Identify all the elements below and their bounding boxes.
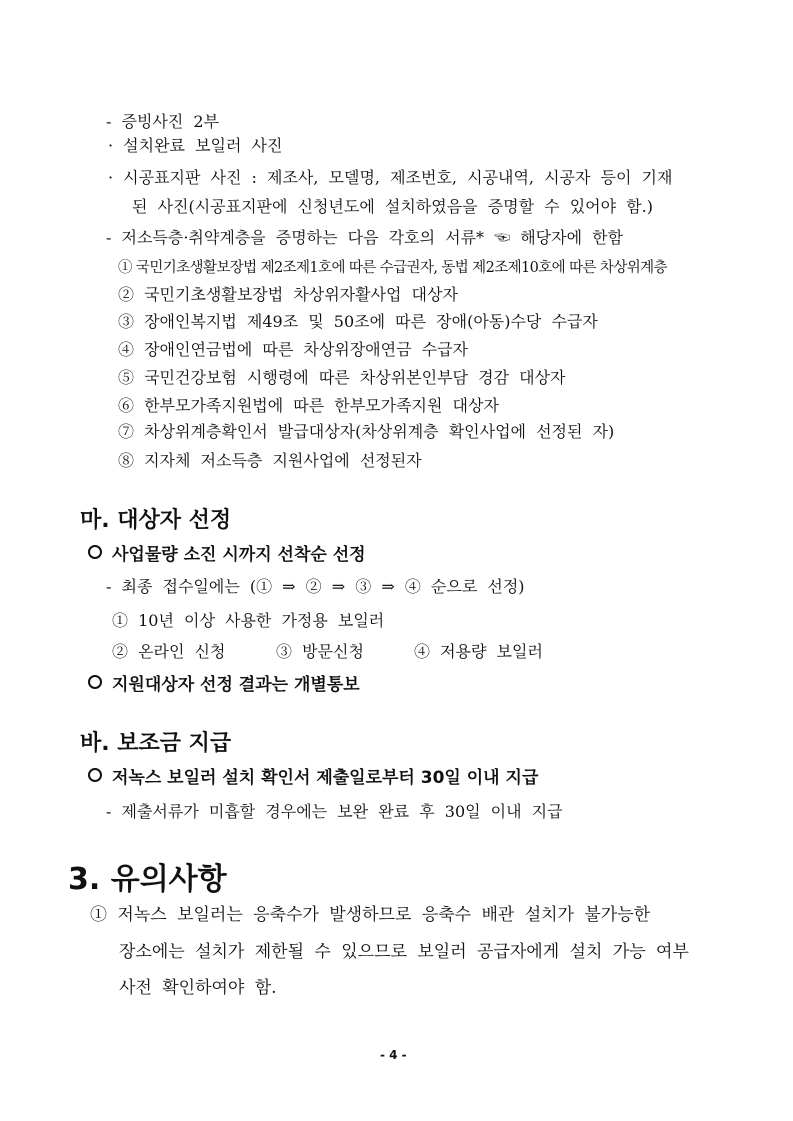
section-title-ma: 마. 대상자 선정: [80, 508, 232, 533]
bullet-first-come: [88, 545, 366, 565]
doc-item: ① 국민기초생활보장법 제2조제1호에 따른 수급권자, 동법 제2조제10호에 따른 차상위계층: [118, 260, 667, 276]
bullet-notification: [88, 675, 360, 695]
doc-item: ⑧ 지자체 저소득층 지원사업에 선정된자: [118, 451, 422, 470]
low-income-docs: - 저소득층·취약계층을 증명하는 다음 각호의 서류* ☜ 해당자에 한함: [106, 228, 624, 247]
caution-line: 사전 확인하여야 함.: [119, 978, 277, 998]
doc-item: ② 국민기초생활보장법 차상위자활사업 대상자: [118, 285, 458, 304]
evidence-photos: - 증빙사진 2부: [106, 112, 220, 131]
doc-item: ④ 장애인연금법에 따른 차상위장애연금 수급자: [118, 340, 469, 359]
circle-bullet-icon: [88, 768, 102, 782]
bullet-payment: [88, 768, 538, 788]
doc-item: ⑤ 국민건강보험 시행령에 따른 차상위본인부담 경감 대상자: [118, 368, 566, 387]
photo-item: · 시공표지판 사진 : 제조사, 모델명, 제조번호, 시공내역, 시공자 등이 기재: [108, 168, 673, 187]
priority-item: ① 10년 이상 사용한 가정용 보일러: [112, 611, 385, 630]
photo-item: · 설치완료 보일러 사진: [108, 136, 283, 155]
photo-item-cont: 된 사진(시공표지판에 신청년도에 설치하였음을 증명할 수 있어야 함.): [132, 197, 653, 216]
priority-item: ③ 방문신청: [276, 642, 364, 661]
bullet-text: 지원대상자 선정 결과는 개별통보: [112, 675, 360, 695]
caution-line: 장소에는 설치가 제한될 수 있으므로 보일러 공급자에게 설치 가능 여부: [119, 942, 689, 962]
priority-item: ④ 저용량 보일러: [414, 642, 543, 661]
caution-line: ① 저녹스 보일러는 응축수가 발생하므로 응축수 배관 설치가 불가능한: [90, 905, 651, 925]
doc-item: ③ 장애인복지법 제49조 및 50조에 따른 장애(아동)수당 수급자: [118, 312, 598, 331]
doc-item: ⑦ 차상위계층확인서 발급대상자(차상위계층 확인사업에 선정된 자): [118, 422, 615, 441]
priority-item: ② 온라인 신청: [112, 642, 226, 661]
bullet-text: 사업물량 소진 시까지 선착순 선정: [112, 545, 366, 565]
section-title-3: 3. 유의사항: [68, 862, 227, 897]
selection-order: - 최종 접수일에는 (① ⇒ ② ⇒ ③ ⇒ ④ 순으로 선정): [106, 577, 525, 596]
bullet-text: 저녹스 보일러 설치 확인서 제출일로부터 30일 이내 지급: [112, 768, 539, 788]
section-title-ba: 바. 보조금 지급: [80, 731, 232, 756]
circle-bullet-icon: [88, 675, 102, 689]
page-number: - 4 -: [380, 1048, 407, 1062]
doc-item: ⑥ 한부모가족지원법에 따른 한부모가족지원 대상자: [118, 396, 499, 415]
circle-bullet-icon: [88, 545, 102, 559]
payment-note: - 제출서류가 미흡할 경우에는 보완 완료 후 30일 이내 지급: [106, 802, 563, 821]
